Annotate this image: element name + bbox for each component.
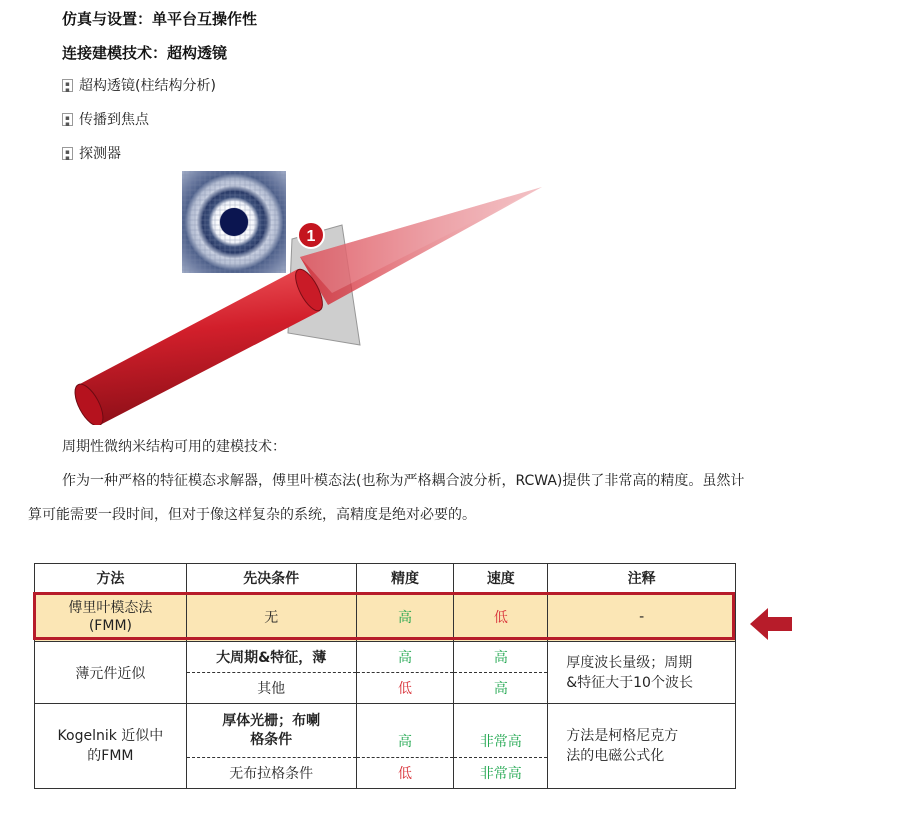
body-text-line2: 算可能需要一段时间，但对于像这样复杂的系统，高精度是绝对必要的。 [28,507,476,523]
methods-table [34,563,736,789]
prereq-cell: 厚体光栅；布喇 格条件 [186,704,356,758]
speed-cell: 非常高 [454,704,548,758]
speed-cell: 高 [454,673,548,704]
heading-simulation: 仿真与设置：单平台互操作性 [62,10,258,28]
speed-cell: 高 [454,642,548,673]
col-header-method: 方法 [35,564,187,593]
step-badge-number: 1 [306,228,316,245]
left-arrow-icon [750,606,794,642]
table-header-row [35,564,736,593]
accuracy-cell: 高 [356,593,454,642]
image-placeholder-icon: ▪ ▪ [62,79,73,92]
body-text-line1: 作为一种严格的特征模态求解器，傅里叶模态法(也称为严格耦合波分析，RCWA)提供了非常高的精度。虽然计 [62,473,745,489]
speed-cell: 非常高 [454,758,548,789]
bullet-item-detector [62,143,121,163]
image-placeholder-icon: ▪ ▪ [62,147,73,160]
accuracy-cell: 高 [356,642,454,673]
step-badge [298,222,324,248]
accuracy-cell: 高 [356,704,454,758]
table-row-thin-element [35,642,736,673]
method-cell: 薄元件近似 [35,642,187,704]
bullet-label: 超构透镜(柱结构分析) [79,78,216,94]
bullet-label: 探测器 [79,146,121,162]
bullet-item-propagation [62,109,149,129]
method-cell: 傅里叶模态法 (FMM) [35,593,187,642]
accuracy-cell: 低 [356,758,454,789]
prereq-cell: 无 [186,593,356,642]
method-cell: Kogelnik 近似中 的FMM [35,704,187,789]
note-cell: 方法是柯格尼克方 法的电磁公式化 [548,704,736,789]
image-placeholder-icon: ▪ ▪ [62,113,73,126]
bullet-item-metalens [62,75,216,95]
pillar-cylinder [70,265,328,425]
intro-text: 周期性微纳米结构可用的建模技术： [62,439,286,455]
note-cell: - [548,593,736,642]
accuracy-cell: 低 [356,673,454,704]
field-pattern-inset [182,171,286,273]
prereq-cell: 大周期&特征，薄 [186,642,356,673]
prereq-cell: 其他 [186,673,356,704]
table-row-kogelnik [35,704,736,758]
bullet-label: 传播到焦点 [79,112,149,128]
col-header-prereq: 先决条件 [186,564,356,593]
metalens-illustration [70,165,550,425]
table-row-fmm [35,593,736,642]
heading-metalens: 连接建模技术：超构透镜 [62,44,228,62]
col-header-speed: 速度 [454,564,548,593]
prereq-cell: 无布拉格条件 [186,758,356,789]
col-header-note: 注释 [548,564,736,593]
speed-cell: 低 [454,593,548,642]
note-cell: 厚度波长量级；周期 &特征大于10个波长 [548,642,736,704]
col-header-accuracy: 精度 [356,564,454,593]
